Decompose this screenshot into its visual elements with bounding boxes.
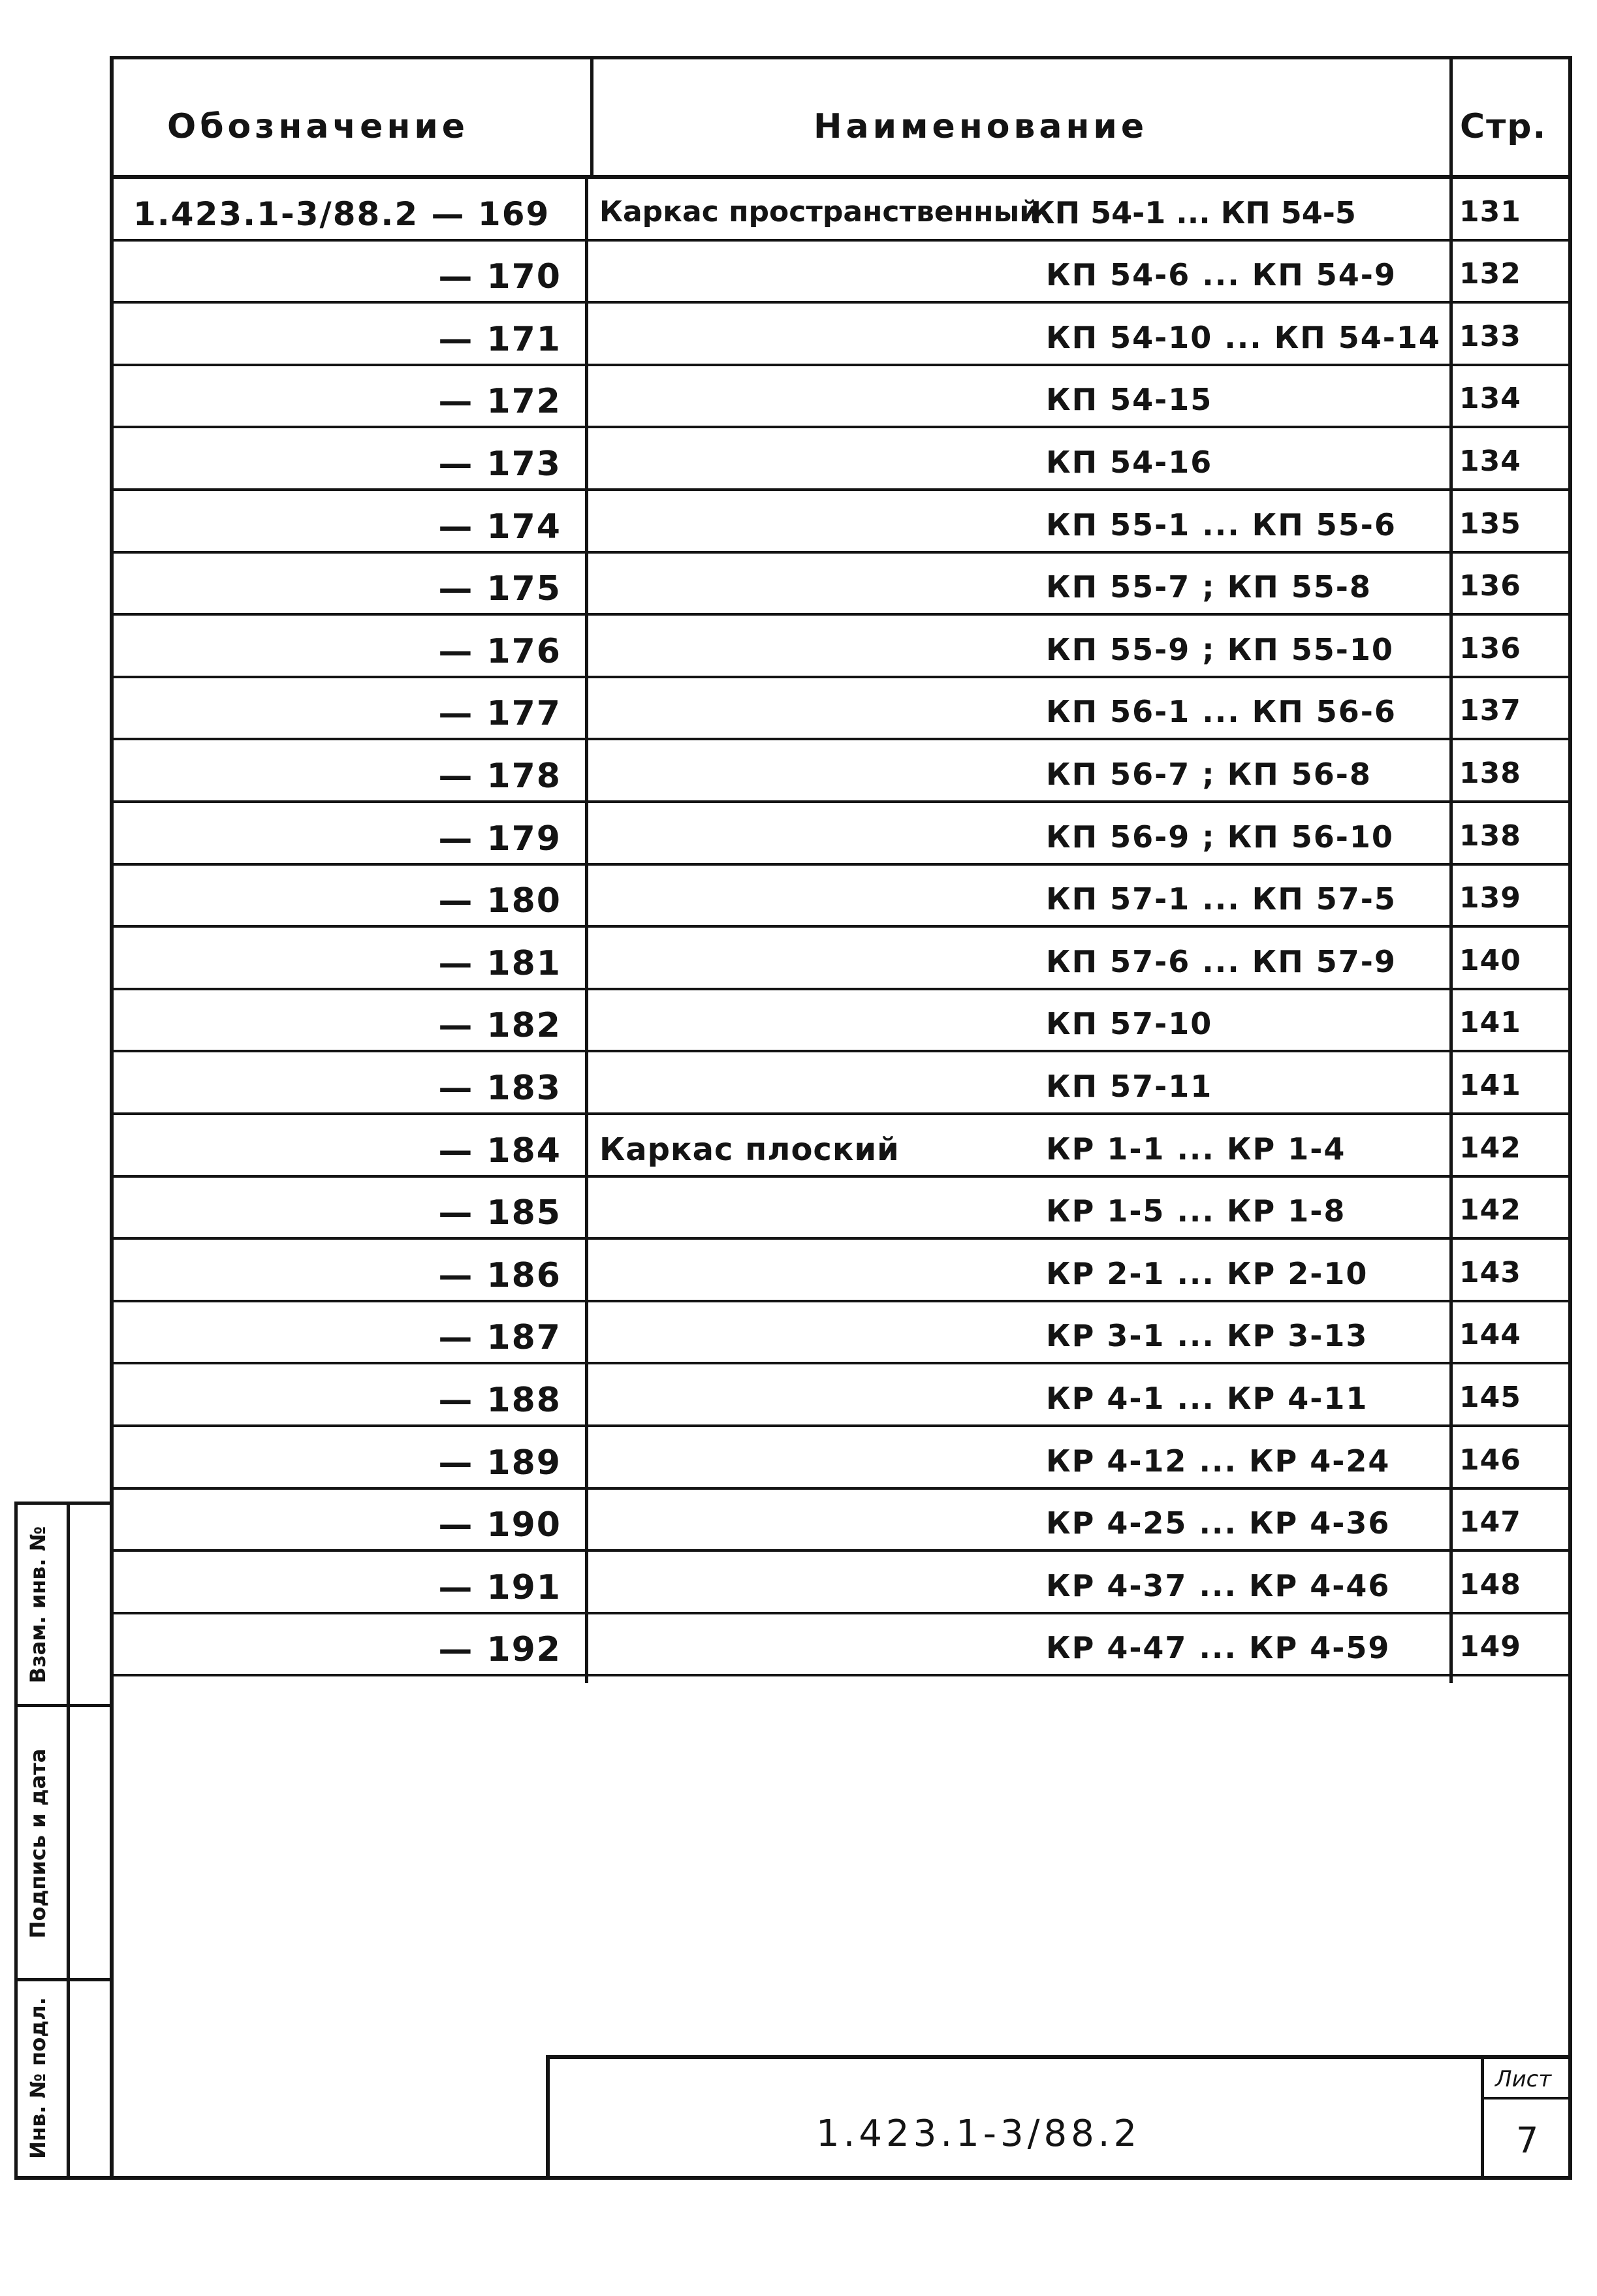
frame-top (110, 56, 1572, 59)
row-item-name: КП 54-15 (1046, 382, 1213, 417)
row-page: 136 (1459, 569, 1521, 603)
row-page: 149 (1459, 1630, 1521, 1663)
side-label-signature-date: Подпись и дата (25, 1748, 50, 1939)
row-page: 147 (1459, 1505, 1521, 1539)
row-page: 133 (1459, 320, 1521, 353)
row-designation: — 170 (438, 257, 561, 296)
row-divider (112, 1300, 1570, 1302)
row-group-label: Каркас пространственный (599, 195, 1040, 228)
frame-left (110, 57, 114, 2179)
row-divider (112, 1612, 1570, 1614)
row-item-name: КП 54-6 ... КП 54-9 (1046, 257, 1397, 292)
row-page: 138 (1459, 819, 1521, 853)
row-designation: — 182 (438, 1006, 561, 1045)
row-designation: — 178 (438, 757, 561, 796)
row-divider (112, 239, 1570, 242)
row-page: 132 (1459, 257, 1521, 291)
row-divider (112, 1674, 1570, 1676)
row-item-name: КП 56-7 ; КП 56-8 (1046, 757, 1372, 792)
row-item-name: КП 56-1 ... КП 56-6 (1046, 694, 1397, 729)
header-page: Стр. (1460, 107, 1547, 146)
row-page: 131 (1459, 195, 1521, 228)
row-divider (112, 613, 1570, 616)
row-divider (112, 1237, 1570, 1240)
row-page: 137 (1459, 694, 1521, 727)
row-divider (112, 1112, 1570, 1115)
row-designation: — 171 (438, 320, 561, 359)
row-divider (112, 1549, 1570, 1552)
row-designation: — 185 (438, 1193, 561, 1233)
row-page: 139 (1459, 881, 1521, 915)
row-page: 140 (1459, 944, 1521, 977)
row-item-name: КР 1-1 ... КР 1-4 (1046, 1131, 1346, 1167)
col-separator-1b (585, 175, 588, 1683)
frame-right (1568, 57, 1572, 2179)
side-label-inv-original: Инв. № подл. (25, 1997, 50, 2159)
row-divider (112, 925, 1570, 928)
row-page: 144 (1459, 1318, 1521, 1351)
row-page: 134 (1459, 445, 1521, 478)
row-item-name: КР 3-1 ... КР 3-13 (1046, 1318, 1368, 1353)
side-stamp-left (14, 1502, 18, 2179)
row-designation: — 192 (438, 1630, 561, 1669)
title-block-sheet-sep (1481, 2055, 1484, 2179)
row-item-name: КП 55-1 ... КП 55-6 (1046, 507, 1397, 543)
header-designation: Обозначение (167, 107, 469, 146)
row-designation: — 191 (438, 1568, 561, 1607)
row-designation: — 188 (438, 1381, 561, 1420)
side-label-replaced-inv: Взам. инв. № (25, 1526, 50, 1684)
row-item-name: КР 4-12 ... КР 4-24 (1046, 1443, 1391, 1479)
title-block-sheet-line (1481, 2097, 1572, 2099)
row-item-name: КП 54-1 ... КП 54-5 (1030, 195, 1356, 230)
header-underline (110, 175, 1572, 179)
row-page: 142 (1459, 1131, 1521, 1165)
row-divider (112, 1175, 1570, 1178)
row-divider (112, 863, 1570, 866)
row-item-name: КР 2-1 ... КР 2-10 (1046, 1256, 1368, 1291)
row-item-name: КП 54-16 (1046, 445, 1213, 480)
frame-bottom (110, 2176, 1572, 2180)
row-group-label: Каркас плоский (599, 1131, 900, 1168)
row-page: 148 (1459, 1568, 1521, 1601)
row-designation: — 177 (438, 694, 561, 733)
row-page: 138 (1459, 757, 1521, 790)
row-page: 141 (1459, 1069, 1521, 1102)
row-item-name: КР 4-37 ... КР 4-46 (1046, 1568, 1391, 1603)
row-item-name: КП 56-9 ; КП 56-10 (1046, 819, 1394, 855)
title-block-top (546, 2055, 1572, 2059)
row-divider (112, 800, 1570, 803)
row-page: 143 (1459, 1256, 1521, 1289)
row-divider (112, 488, 1570, 491)
row-divider (112, 1362, 1570, 1364)
row-divider (112, 551, 1570, 554)
header-name: Наименование (814, 107, 1148, 146)
side-stamp-divider-2 (14, 1978, 112, 1981)
row-designation: — 175 (438, 569, 561, 608)
row-designation: — 183 (438, 1069, 561, 1108)
row-item-name: КП 55-7 ; КП 55-8 (1046, 569, 1372, 605)
title-block-left (546, 2055, 550, 2179)
row-designation: — 173 (438, 445, 561, 484)
side-stamp-divider-1 (14, 1704, 112, 1707)
row-page: 146 (1459, 1443, 1521, 1477)
row-item-name: КП 54-10 ... КП 54-14 (1046, 320, 1441, 355)
row-designation: — 187 (438, 1318, 561, 1357)
row-designation: — 176 (438, 632, 561, 671)
sheet-number: 7 (1516, 2120, 1539, 2161)
row-page: 145 (1459, 1381, 1521, 1414)
row-item-name: КР 4-1 ... КР 4-11 (1046, 1381, 1368, 1416)
document-code: 1.423.1-3/88.2 (816, 2113, 1141, 2155)
row-designation: — 180 (438, 881, 561, 920)
row-divider (112, 426, 1570, 428)
row-designation: — 189 (438, 1443, 561, 1483)
side-stamp-divider-v (67, 1502, 70, 2179)
col-separator-1 (590, 57, 593, 175)
row-divider (112, 1050, 1570, 1052)
row-item-name: КП 57-1 ... КП 57-5 (1046, 881, 1397, 917)
side-stamp-top (14, 1502, 112, 1505)
side-stamp-bottom (14, 2176, 112, 2180)
row-divider (112, 364, 1570, 366)
row-designation: 1.423.1-3/88.2 — 169 (133, 195, 550, 233)
row-page: 142 (1459, 1193, 1521, 1227)
row-item-name: КП 57-6 ... КП 57-9 (1046, 944, 1397, 979)
row-designation: — 179 (438, 819, 561, 858)
row-item-name: КР 4-47 ... КР 4-59 (1046, 1630, 1391, 1665)
row-divider (112, 301, 1570, 304)
row-page: 135 (1459, 507, 1521, 541)
row-item-name: КП 57-11 (1046, 1069, 1213, 1104)
row-designation: — 174 (438, 507, 561, 546)
row-divider (112, 1487, 1570, 1490)
row-item-name: КР 1-5 ... КР 1-8 (1046, 1193, 1346, 1229)
row-item-name: КП 57-10 (1046, 1006, 1213, 1041)
row-page: 134 (1459, 382, 1521, 415)
row-designation: — 172 (438, 382, 561, 421)
row-divider (112, 988, 1570, 990)
row-item-name: КР 4-25 ... КР 4-36 (1046, 1505, 1391, 1541)
row-divider (112, 738, 1570, 740)
row-designation: — 190 (438, 1505, 561, 1545)
row-divider (112, 676, 1570, 678)
row-designation: — 181 (438, 944, 561, 983)
row-page: 141 (1459, 1006, 1521, 1039)
row-divider (112, 1424, 1570, 1427)
row-item-name: КП 55-9 ; КП 55-10 (1046, 632, 1394, 667)
sheet-label: Лист (1495, 2066, 1552, 2092)
row-designation: — 186 (438, 1256, 561, 1295)
row-page: 136 (1459, 632, 1521, 665)
row-designation: — 184 (438, 1131, 561, 1171)
